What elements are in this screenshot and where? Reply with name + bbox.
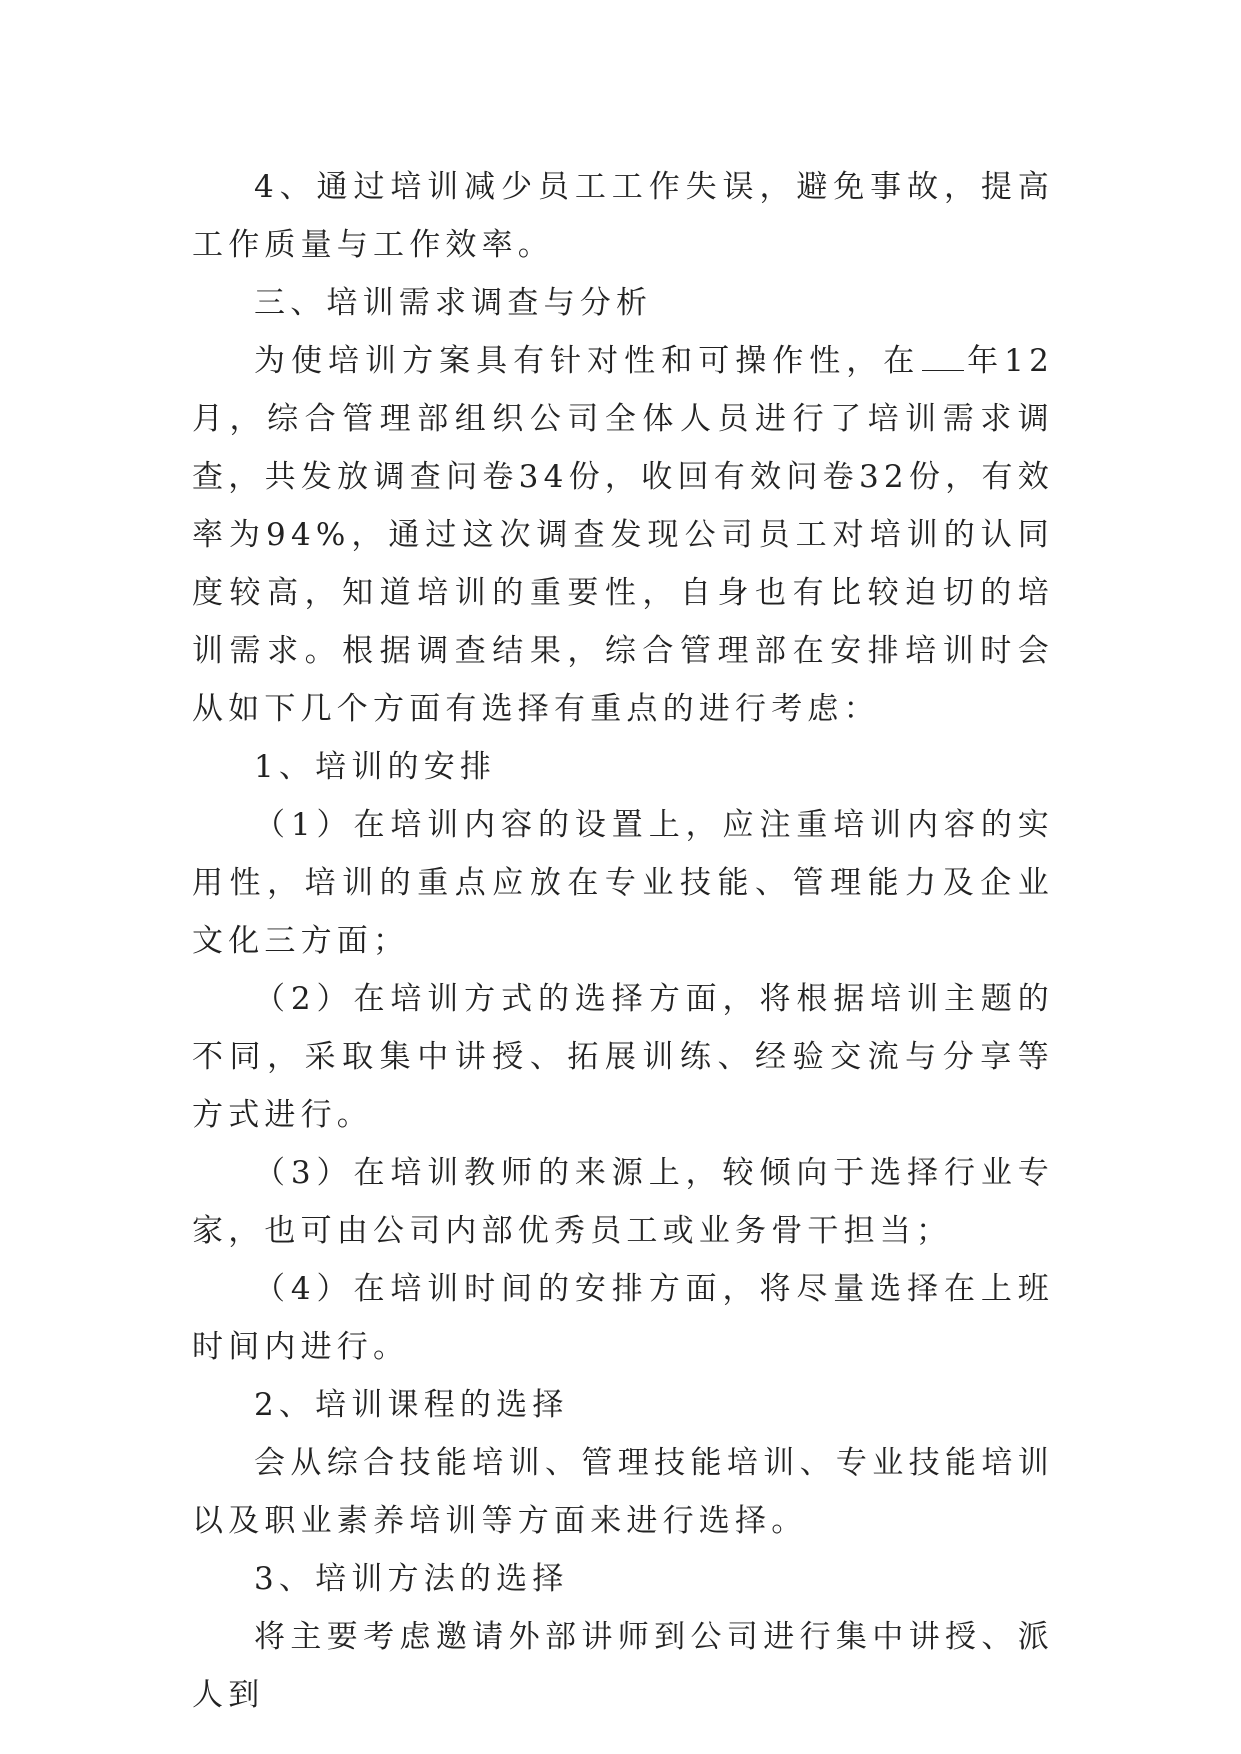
paragraph-item-4: 4、通过培训减少员工工作失误，避免事故，提高工作质量与工作效率。	[192, 169, 1054, 263]
paragraph-1-4: （4）在培训时间的安排方面，将尽量选择在上班时间内进行。	[192, 1271, 1054, 1365]
document-page	[192, 158, 1054, 1724]
paragraph-1-2: （2）在培训方式的选择方面，将根据培训主题的不同，采取集中讲授、拓展训练、经验交流与分享等方式进行。	[192, 981, 1054, 1133]
subheading-2: 2、培训课程的选择	[254, 1387, 569, 1423]
paragraph-1-3: （3）在培训教师的来源上，较倾向于选择行业专家，也可由公司内部优秀员工或业务骨干担当；	[192, 1155, 1054, 1249]
paragraph-survey	[192, 332, 1054, 738]
paragraph-1-1: （1）在培训内容的设置上，应注重培训内容的实用性，培训的重点应放在专业技能、管理能力及企业文化三方面；	[192, 807, 1054, 959]
subheading-1: 1、培训的安排	[254, 749, 497, 785]
year-blank-line	[922, 368, 964, 371]
paragraph-2: 会从综合技能培训、管理技能培训、专业技能培训以及职业素养培训等方面来进行选择。	[192, 1445, 1054, 1539]
survey-text-end: 年12月，综合管理部组织公司全体人员进行了培训需求调查，共发放调查问卷34份，收回有效问卷32份，有效率为94%，通过这次调查发现公司员工对培训的认同度较高，知道培训的重要性，自身也有比较迫切的培训需求。根据调查结果，综合管理部在安排培训时会从如下几个方面有选择有重点的进行考虑：	[192, 343, 1054, 727]
paragraph-3: 将主要考虑邀请外部讲师到公司进行集中讲授、派人到	[192, 1619, 1054, 1713]
survey-text-start: 为使培训方案具有针对性和可操作性，在	[254, 343, 921, 379]
section-heading-3: 三、培训需求调查与分析	[254, 285, 653, 321]
subheading-3: 3、培训方法的选择	[254, 1561, 569, 1597]
